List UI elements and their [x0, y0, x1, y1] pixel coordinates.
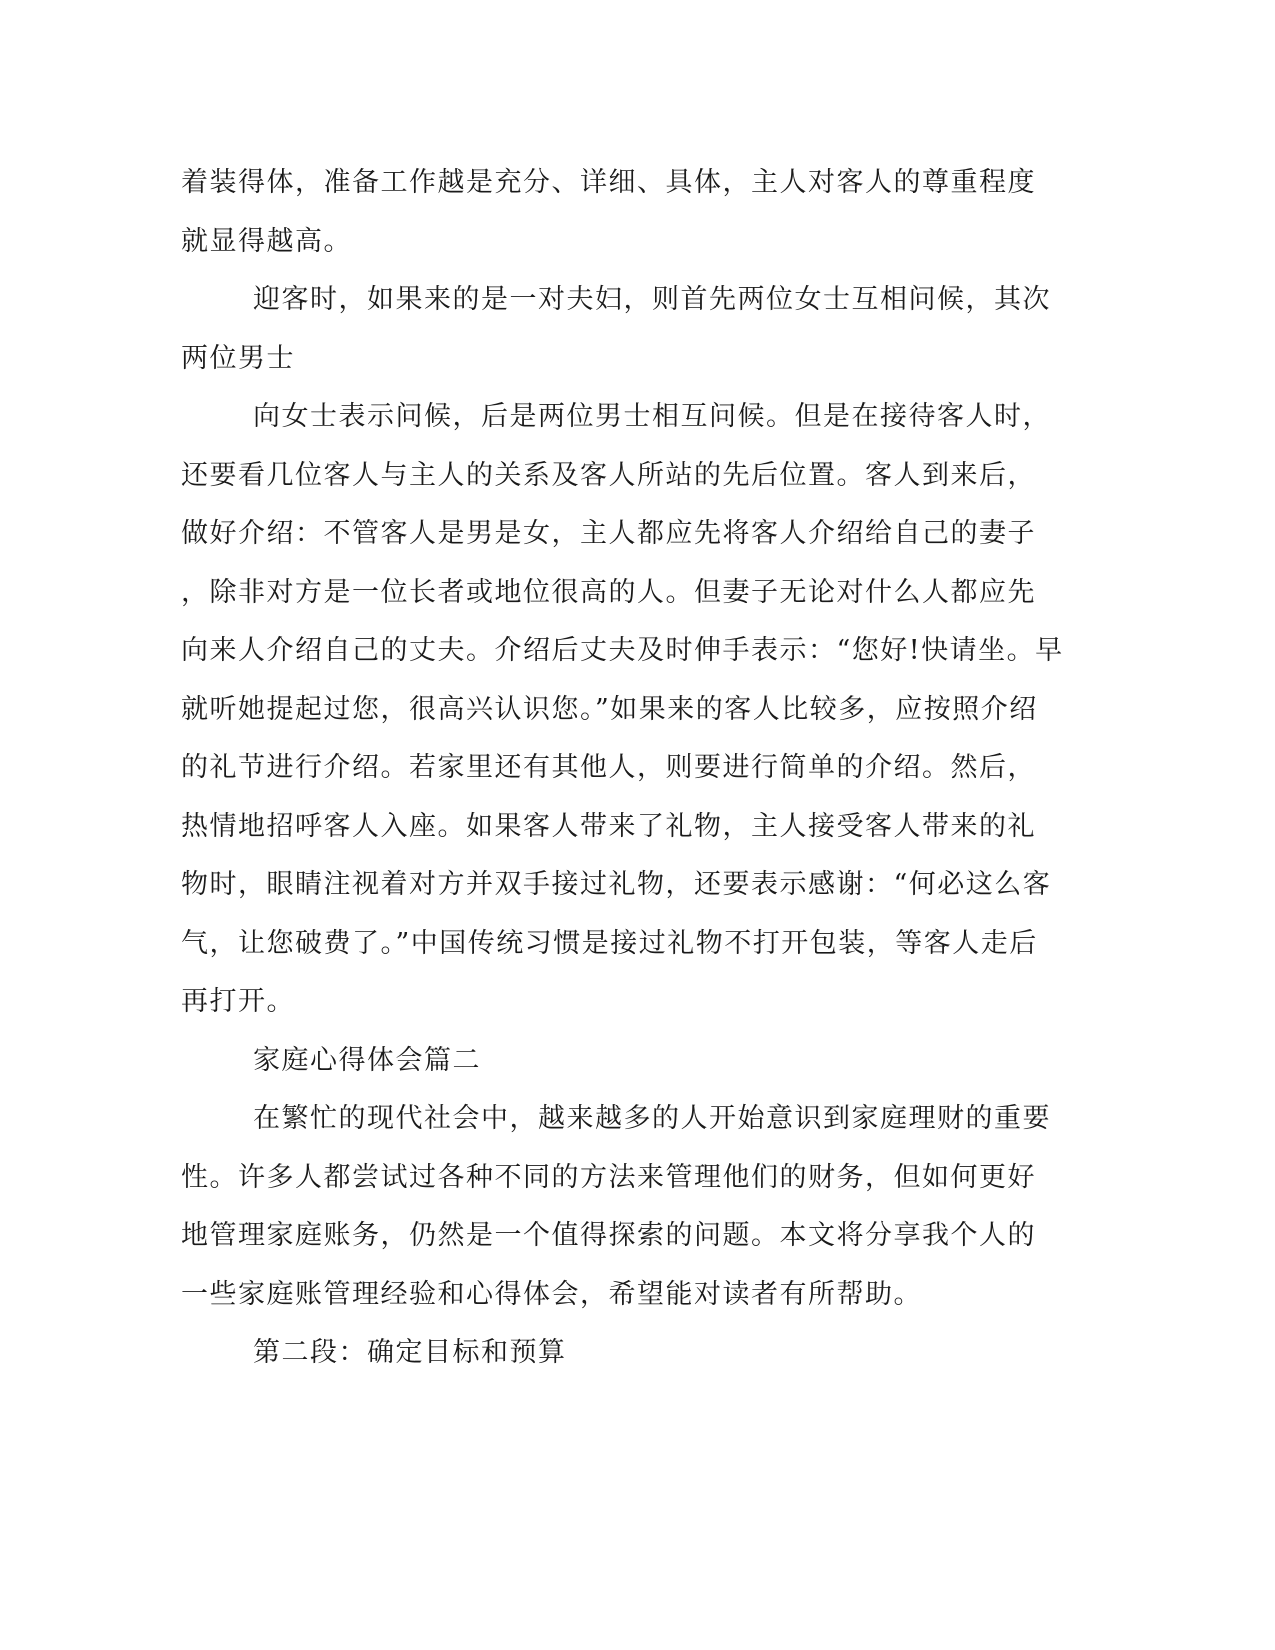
document-body [181, 154, 1064, 1383]
text-line-12: 热情地招呼客人入座。如果客人带来了礼物，主人接受客人带来的礼 [181, 810, 1036, 842]
text-line-17: 在繁忙的现代社会中，越来越多的人开始意识到家庭理财的重要 [253, 1103, 1051, 1134]
text-line-10: 就听她提起过您，很高兴认识您。”如果来的客人比较多，应按照介绍 [181, 693, 1038, 725]
text-line-7: 做好介绍：不管客人是男是女，主人都应先将客人介绍给自己的妻子 [181, 518, 1036, 549]
text-line-9: 向来人介绍自己的丈夫。介绍后丈夫及时伸手表示：“您好!快请坐。早 [181, 635, 1064, 666]
text-line-15: 再打开。 [181, 986, 295, 1017]
text-line-5: 向女士表示问候，后是两位男士相互问候。但是在接待客人时， [253, 401, 1051, 432]
text-line-8: ，除非对方是一位长者或地位很高的人。但妻子无论对什么人都应先 [181, 576, 1036, 608]
text-line-4: 两位男士 [181, 342, 295, 374]
subsection-heading: 第二段：确定目标和预算 [253, 1337, 567, 1368]
text-line-14: 气，让您破费了。”中国传统习惯是接过礼物不打开包装，等客人走后 [181, 927, 1038, 959]
text-line-6: 还要看几位客人与主人的关系及客人所站的先后位置。客人到来后， [181, 459, 1036, 491]
text-line-20: 一些家庭账管理经验和心得体会，希望能对读者有所帮助。 [181, 1278, 922, 1310]
text-line-18: 性。许多人都尝试过各种不同的方法来管理他们的财务，但如何更好 [181, 1161, 1036, 1193]
section-heading: 家庭心得体会篇二 [253, 1044, 481, 1076]
text-line-1: 着装得体，准备工作越是充分、详细、具体，主人对客人的尊重程度 [181, 167, 1036, 198]
text-line-2: 就显得越高。 [181, 225, 352, 257]
text-line-11: 的礼节进行介绍。若家里还有其他人，则要进行简单的介绍。然后， [181, 752, 1036, 783]
text-line-19: 地管理家庭账务，仍然是一个值得探索的问题。本文将分享我个人的 [181, 1220, 1036, 1251]
text-line-3: 迎客时，如果来的是一对夫妇，则首先两位女士互相问候，其次 [253, 284, 1051, 315]
text-line-13: 物时，眼睛注视着对方并双手接过礼物，还要表示感谢：“何必这么客 [181, 869, 1052, 900]
